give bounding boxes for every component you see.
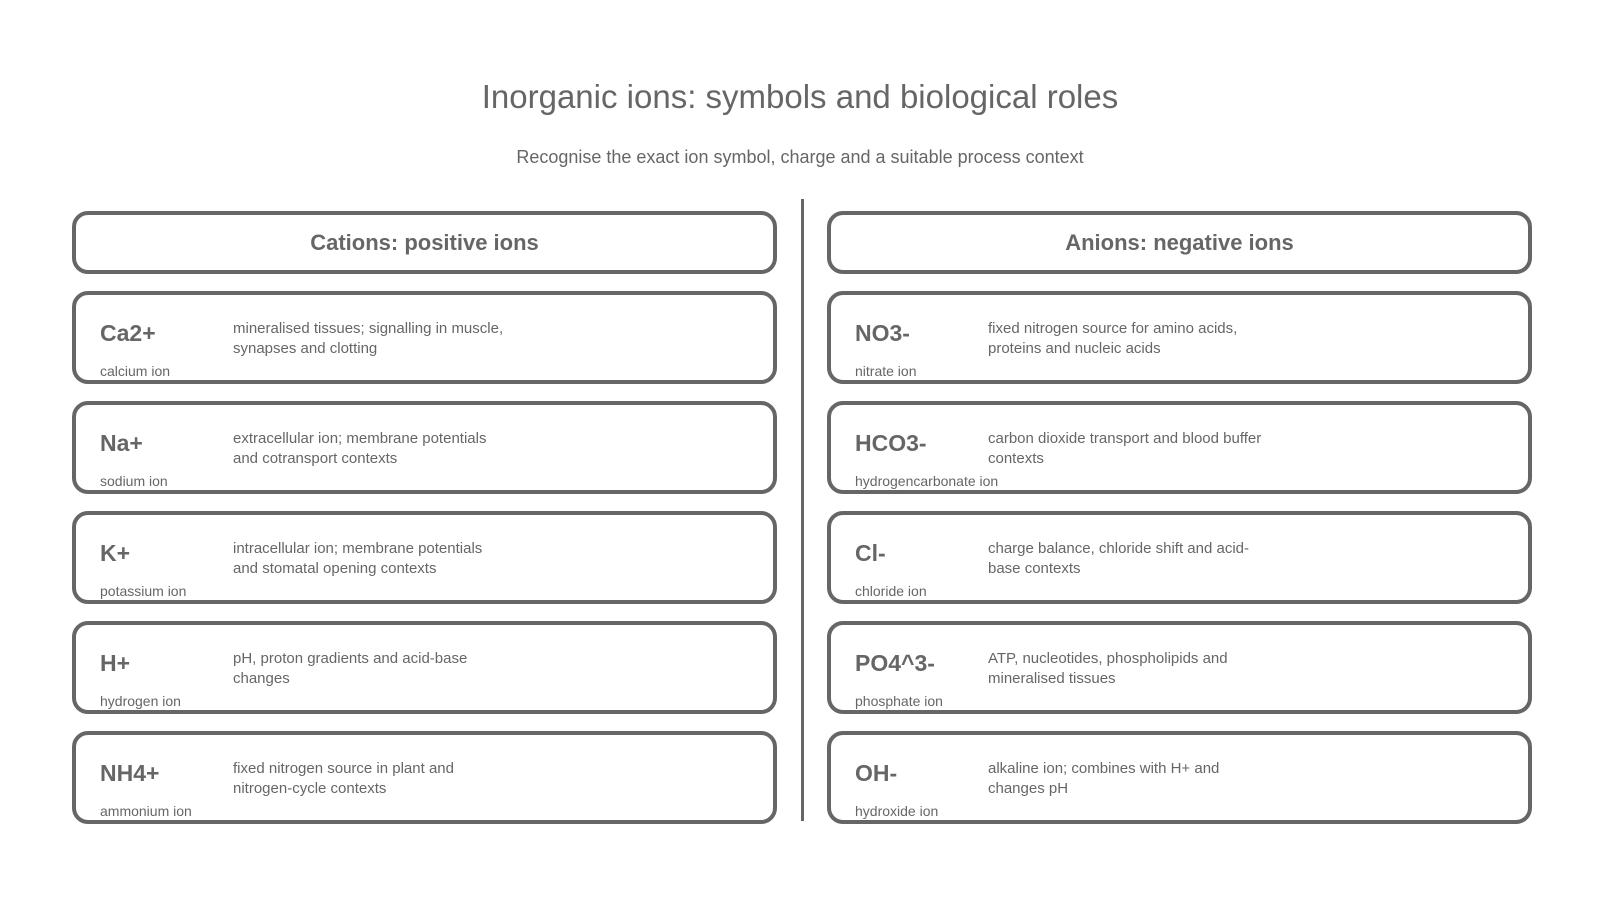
ion-role: intracellular ion; membrane potentials and stomatal opening contexts xyxy=(233,540,483,577)
ion-name: potassium ion xyxy=(100,583,187,599)
ion-name: nitrate ion xyxy=(855,363,917,379)
ion-role: extracellular ion; membrane potentials and cotransport contexts xyxy=(233,430,487,467)
ion-symbol: Na+ xyxy=(100,430,143,456)
ion-symbol: PO4^3- xyxy=(855,650,935,676)
ion-role: fixed nitrogen source in plant and nitrogen-cycle contexts xyxy=(233,760,454,797)
ion-symbol: HCO3- xyxy=(855,430,927,456)
ion-role: pH, proton gradients and acid-base changes xyxy=(233,650,468,687)
ion-card-chloride xyxy=(827,511,1532,604)
ion-role: fixed nitrogen source for amino acids, proteins and nucleic acids xyxy=(988,320,1238,357)
ion-card-nitrate xyxy=(827,291,1532,384)
anions-column xyxy=(827,211,1532,824)
ion-role: mineralised tissues; signalling in muscle, synapses and clotting xyxy=(233,320,504,357)
ion-card-potassium xyxy=(72,511,777,604)
ion-symbol: H+ xyxy=(100,650,131,676)
ion-name: hydroxide ion xyxy=(855,803,939,819)
ion-card-phosphate xyxy=(827,621,1532,714)
ion-name: hydrogen ion xyxy=(100,693,181,709)
ion-symbol: Cl- xyxy=(855,540,886,566)
page-subtitle: Recognise the exact ion symbol, charge and a suitable process context xyxy=(516,147,1084,167)
ion-symbol: Ca2+ xyxy=(100,320,156,346)
ion-card-hydrogencarbonate xyxy=(827,401,1532,494)
ion-name: phosphate ion xyxy=(855,693,943,709)
ion-name: hydrogencarbonate ion xyxy=(855,473,999,489)
ion-symbol: OH- xyxy=(855,760,898,786)
cations-header: Cations: positive ions xyxy=(72,211,777,274)
ion-name: calcium ion xyxy=(100,363,171,379)
page-title: Inorganic ions: symbols and biological roles xyxy=(481,78,1119,115)
ion-card-ammonium xyxy=(72,731,777,824)
ion-role: alkaline ion; combines with H+ and changes pH xyxy=(988,760,1220,797)
cations-column xyxy=(72,211,777,824)
ion-name: ammonium ion xyxy=(100,803,192,819)
ion-role: carbon dioxide transport and blood buffer contexts xyxy=(988,430,1262,467)
ion-name: sodium ion xyxy=(100,473,168,489)
ion-card-sodium xyxy=(72,401,777,494)
ion-role: ATP, nucleotides, phospholipids and mineralised tissues xyxy=(988,650,1228,687)
column-divider xyxy=(801,199,804,821)
ion-role: charge balance, chloride shift and acid-base contexts xyxy=(988,540,1249,577)
anions-header: Anions: negative ions xyxy=(827,211,1532,274)
ion-card-hydrogen xyxy=(72,621,777,714)
ion-symbol: K+ xyxy=(100,540,131,566)
ion-symbol: NH4+ xyxy=(100,760,160,786)
ion-card-calcium xyxy=(72,291,777,384)
ion-name: chloride ion xyxy=(855,583,927,599)
ion-card-hydroxide xyxy=(827,731,1532,824)
ion-symbol: NO3- xyxy=(855,320,910,346)
